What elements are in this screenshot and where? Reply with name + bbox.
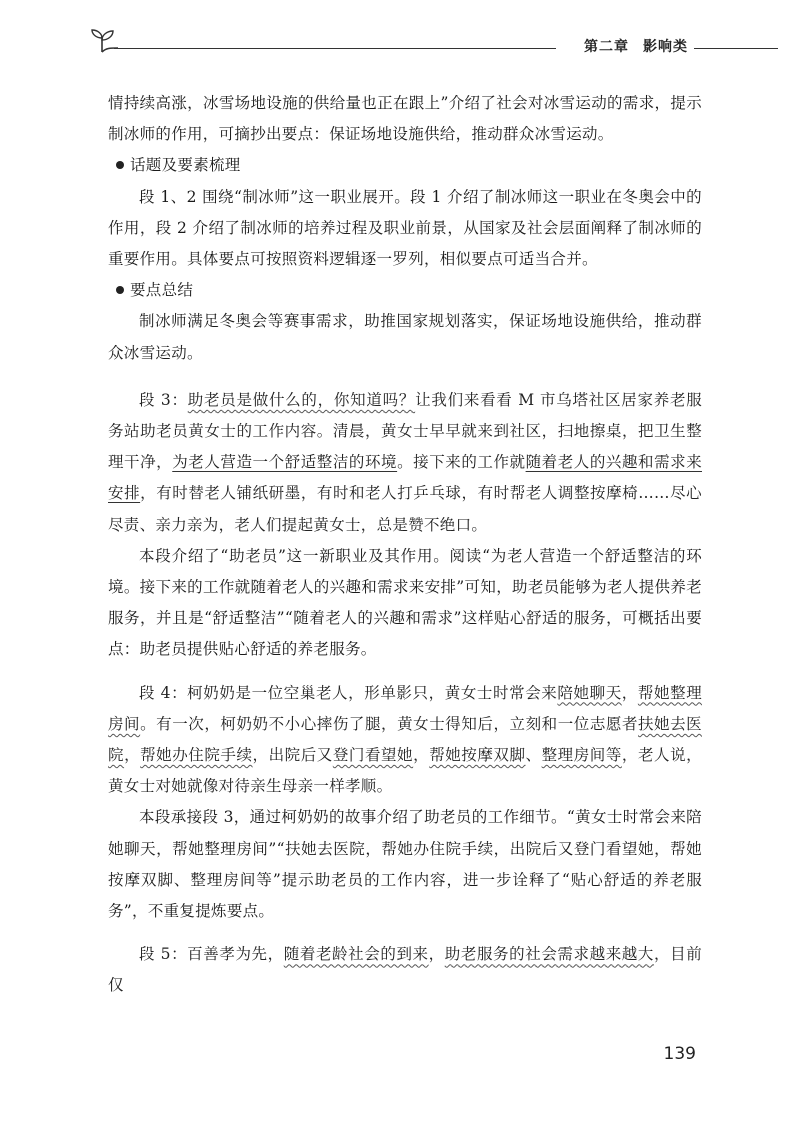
wavy-underlined-phrase: 登门看望她 <box>332 746 414 765</box>
page-header <box>88 28 778 62</box>
header-rule-left <box>114 48 556 49</box>
paragraph-analysis-4: 本段承接段 3，通过柯奶奶的故事介绍了助老员的工作细节。“黄女士时常会来陪她聊天，帮她整理房间”“扶她去医院，帮她办住院手续，出院后又登门看望她，帮她按摩双脚、整理房间等”提示助老员的工作内容，进一步诠释了“贴心舒适的养老服务”，不重复提炼要点。 <box>108 808 702 921</box>
segment: 、 <box>525 746 542 765</box>
segment: ， <box>428 945 445 964</box>
source-paragraph-3 <box>108 385 702 541</box>
paragraph-ice-demand: 情持续高涨，冰雪场地设施的供给量也正在跟上”介绍了社会对冰雪运动的需求，提示制冰师的作用，可摘抄出要点：保证场地设施供给，推动群众冰雪运动。 <box>108 94 702 144</box>
section-heading-points <box>108 275 702 306</box>
wavy-underlined-phrase: 帮她办住院手续 <box>140 746 253 765</box>
source-paragraph-5 <box>108 939 702 1001</box>
sprout-icon <box>88 28 124 56</box>
segment: ，出院后又 <box>252 746 333 765</box>
bullet-icon <box>116 286 124 294</box>
wavy-underlined-phrase: 帮她整理房间 <box>108 683 702 733</box>
underlined-phrase: 随着老人的兴趣和需求来安排 <box>108 453 702 503</box>
segment: ， <box>413 746 430 765</box>
wavy-underlined-phrase: 陪她聊天 <box>557 683 622 702</box>
heading-text: 要点总结 <box>130 281 194 300</box>
page-content <box>108 88 702 1002</box>
chapter-title: 影响类 <box>643 39 688 55</box>
chapter-heading <box>578 36 694 56</box>
segment: 段 3： <box>139 390 188 409</box>
heading-text: 话题及要素梳理 <box>130 156 241 175</box>
page-number: 139 <box>663 1044 696 1064</box>
paragraph-topic-summary: 段 1、2 围绕“制冰师”这一职业展开。段 1 介绍了制冰师这一职业在冬奥会中的作用，段 2 介绍了制冰师的培养过程及职业前景，从国家及社会层面阐释了制冰师的重要作用。具体要点可按照资料逻辑逐一罗列，相似要点可适当合并。 <box>108 187 702 269</box>
bullet-icon <box>116 161 124 169</box>
section-heading-topic <box>108 150 702 181</box>
header-rule-right <box>694 48 778 49</box>
paragraph-points-summary: 制冰师满足冬奥会等赛事需求，助推国家规划落实，保证场地设施供给，推动群众冰雪运动。 <box>108 312 702 362</box>
segment: 段 5：百善孝为先， <box>139 945 284 964</box>
wavy-underlined-phrase: 帮她按摩双脚 <box>429 746 526 765</box>
segment: 。有一次，柯奶奶不小心摔伤了腿，黄女士得知后，立刻和一位志愿者 <box>140 714 638 733</box>
wavy-underlined-phrase: 助老员是做什么的，你知道吗？ <box>187 390 416 409</box>
source-paragraph-4 <box>108 678 702 803</box>
segment: 段 4：柯奶奶是一位空巢老人，形单影只，黄女士时常会来 <box>139 683 558 702</box>
wavy-underlined-phrase: 随着老龄社会的到来 <box>283 945 429 964</box>
paragraph-analysis-3: 本段介绍了“助老员”这一新职业及其作用。阅读“为老人营造一个舒适整洁的环境。接下来的工作就随着老人的兴趣和需求来安排”可知，助老员能够为老人提供养老服务，并且是“舒适整洁”“随着老人的兴趣和需求”这样贴心舒适的服务，可概括出要点：助老员提供贴心舒适的养老服务。 <box>108 546 702 659</box>
segment: ，有时替老人铺纸研墨，有时和老人打乒乓球，有时帮老人调整按摩椅……尽心尽责、亲力亲为，老人们提起黄女士，总是赞不绝口。 <box>108 484 702 534</box>
segment: ，老人说，黄女士对她就像对待亲生母亲一样孝顺。 <box>108 746 702 796</box>
segment: ， <box>124 746 141 765</box>
segment: ， <box>621 683 638 702</box>
wavy-underlined-phrase: 扶她去医院 <box>108 714 702 765</box>
wavy-underlined-phrase: 助老服务的社会需求越来越大 <box>444 945 655 964</box>
chapter-label: 第二章 <box>584 39 629 55</box>
underlined-phrase: 为老人营造一个舒适整洁的环境 <box>172 453 398 472</box>
wavy-underlined-phrase: 整理房间等 <box>541 746 622 765</box>
segment: ，目前仅 <box>108 945 703 995</box>
segment: 。接下来的工作就 <box>397 453 526 472</box>
segment: 让我们来看看 M 市乌塔社区居家养老服务站助老员黄女士的工作内容。清晨，黄女士早早就来到社区，扫地擦桌，把卫生整理干净， <box>108 390 702 472</box>
